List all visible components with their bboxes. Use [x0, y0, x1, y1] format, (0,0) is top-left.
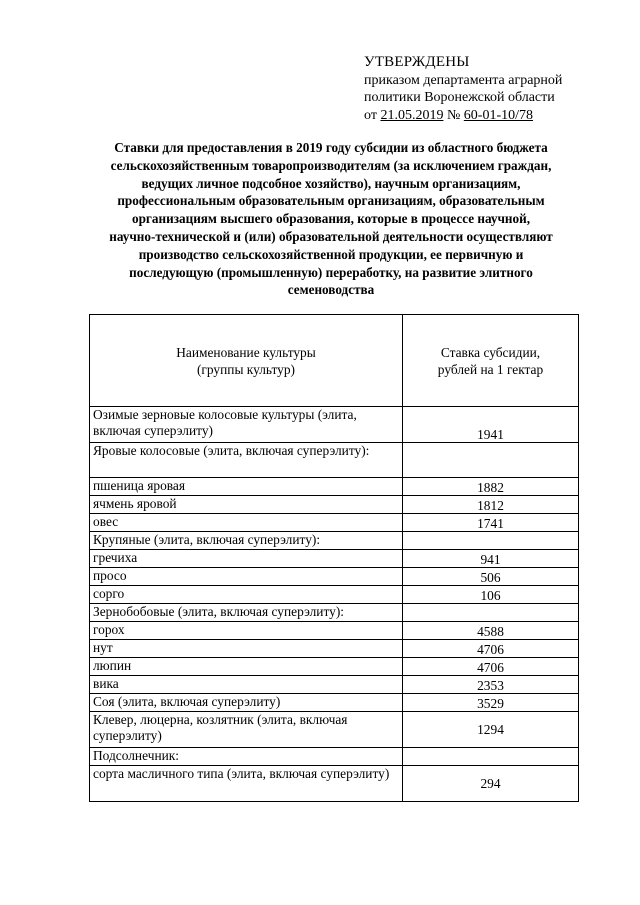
rate-value: 1812 [403, 496, 579, 514]
table-row [90, 622, 579, 640]
crop-name: гречиха [90, 550, 403, 568]
rate-header: Ставка субсидии, рублей на 1 гектар [403, 315, 579, 407]
rate-value: 294 [403, 766, 579, 802]
table-row [90, 407, 579, 443]
crop-name: вика [90, 676, 403, 694]
crop-name: люпин [90, 658, 403, 676]
table-row [90, 568, 579, 586]
rate-value: 4588 [403, 622, 579, 640]
crop-name: Яровые колосовые (элита, включая суперэлиту): [90, 443, 403, 478]
table-row [90, 532, 579, 550]
crop-name: просо [90, 568, 403, 586]
approval-number: 60-01-10/78 [463, 107, 534, 123]
approval-from-label: от [364, 107, 377, 123]
rate-value: 4706 [403, 658, 579, 676]
approval-date-line [364, 107, 562, 125]
title-line: производство сельскохозяйственной продукции, ее первичную и [138, 246, 524, 262]
subsidy-rates-table [89, 314, 579, 802]
title-line: научно-технической и (или) образовательной деятельности осуществляют [109, 228, 553, 244]
title-line: последующую (промышленную) переработку, на развитие элитного [129, 264, 533, 280]
rate-value [403, 532, 579, 550]
approval-number-sign: № [446, 107, 461, 123]
rate-value: 4706 [403, 640, 579, 658]
rate-value: 2353 [403, 676, 579, 694]
table-header-row [90, 315, 579, 407]
crop-name: Зернобобовые (элита, включая суперэлиту): [90, 604, 403, 622]
table-row [90, 496, 579, 514]
rate-value: 506 [403, 568, 579, 586]
title-line: семеноводства [287, 282, 375, 298]
rate-value: 1294 [403, 712, 579, 748]
crop-name: Озимые зерновые колосовые культуры (элита, включая суперэлиту) [90, 407, 403, 443]
rate-value [403, 748, 579, 766]
approval-heading: УТВЕРЖДЕНЫ [364, 54, 470, 70]
title-line: сельскохозяйственным товаропроизводителям (за исключением граждан, [110, 157, 552, 173]
crop-name: Крупяные (элита, включая суперэлиту): [90, 532, 403, 550]
crop-name: Подсолнечник: [90, 748, 403, 766]
table-row [90, 658, 579, 676]
approval-line-1: приказом департамента аграрной [364, 72, 563, 88]
document-title [70, 139, 592, 299]
crop-name: сорго [90, 586, 403, 604]
crop-name: Соя (элита, включая суперэлиту) [90, 694, 403, 712]
table-row [90, 712, 579, 748]
title-line: ведущих личное подсобное хозяйство), научным организациям, [141, 175, 521, 191]
title-line: организациям высшего образования, которые в процессе научной, [132, 211, 530, 227]
crop-name: сорта масличного типа (элита, включая суперэлиту) [90, 766, 403, 802]
rate-value: 3529 [403, 694, 579, 712]
table-row [90, 478, 579, 496]
table-row [90, 766, 579, 802]
rate-value: 106 [403, 586, 579, 604]
rate-value [403, 604, 579, 622]
table-row [90, 676, 579, 694]
approval-stamp [364, 54, 562, 124]
rate-value: 1741 [403, 514, 579, 532]
title-line: профессиональным образовательным организациям, образовательным [117, 193, 545, 209]
crop-name: Клевер, люцерна, козлятник (элита, включая суперэлиту) [90, 712, 403, 748]
crop-name: нут [90, 640, 403, 658]
table-row [90, 640, 579, 658]
rate-value: 941 [403, 550, 579, 568]
table-row [90, 586, 579, 604]
title-line: Ставки для предоставления в 2019 году субсидии из областного бюджета [114, 140, 548, 155]
crop-name: овес [90, 514, 403, 532]
table-row [90, 604, 579, 622]
table-row [90, 514, 579, 532]
crop-name: ячмень яровой [90, 496, 403, 514]
table-row [90, 694, 579, 712]
approval-line-2: политики Воронежской области [364, 90, 555, 105]
crop-name: горох [90, 622, 403, 640]
rate-value: 1941 [403, 407, 579, 443]
table-row [90, 550, 579, 568]
table-row [90, 443, 579, 478]
rate-value: 1882 [403, 478, 579, 496]
approval-date: 21.05.2019 [380, 107, 444, 123]
crop-name: пшеница яровая [90, 478, 403, 496]
crop-name-header: Наименование культуры (группы культур) [90, 315, 403, 407]
rate-value [403, 443, 579, 478]
table-row [90, 748, 579, 766]
